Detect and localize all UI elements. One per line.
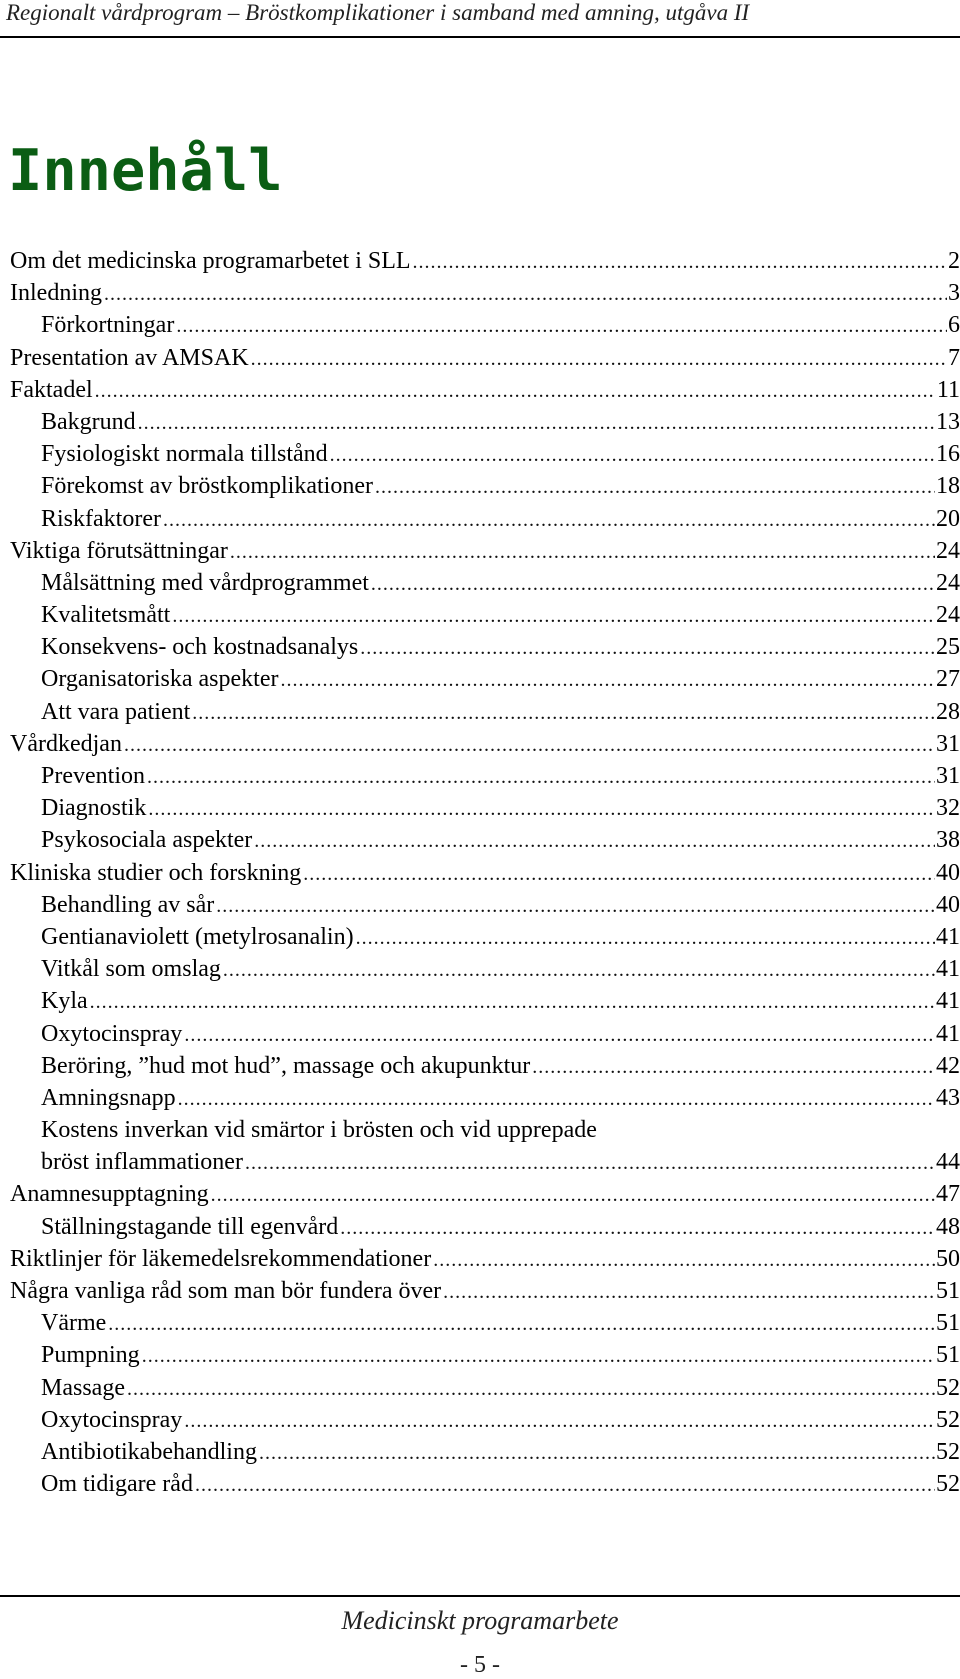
- dot-leader: [371, 569, 935, 599]
- dot-leader: [163, 505, 935, 535]
- toc-entry-label: Att vara patient: [41, 698, 191, 725]
- toc-entry-page: 41: [936, 988, 960, 1015]
- dot-leader: [251, 344, 947, 374]
- toc-entry[interactable]: [10, 793, 960, 825]
- dot-leader: [443, 1277, 935, 1307]
- toc-entry[interactable]: [10, 1179, 960, 1211]
- toc-entry-page: 7: [948, 344, 960, 371]
- toc-entry-page: 42: [936, 1052, 960, 1079]
- toc-entry[interactable]: [10, 1244, 960, 1276]
- toc-entry-label: Kostens inverkan vid smärtor i brösten och vid upprepade: [41, 1117, 597, 1144]
- dot-leader: [216, 891, 935, 921]
- toc-entry[interactable]: [10, 825, 960, 857]
- dot-leader: [259, 1438, 935, 1468]
- dot-leader: [433, 1245, 935, 1275]
- toc-entry-label: Riktlinjer för läkemedelsrekommendationer: [10, 1245, 432, 1272]
- toc-entry-label: Vårdkedjan: [10, 730, 122, 757]
- toc-entry-label: Konsekvens- och kostnadsanalys: [41, 634, 359, 661]
- dot-leader: [172, 601, 935, 631]
- toc-entry-label: Gentianaviolett (metylrosanalin): [41, 923, 354, 950]
- toc-entry-page: 51: [936, 1278, 960, 1304]
- toc-entry[interactable]: [10, 1437, 960, 1469]
- toc-entry-label: Bakgrund: [41, 408, 136, 435]
- dot-leader: [192, 698, 935, 728]
- toc-entry[interactable]: [10, 1051, 960, 1083]
- toc-entry[interactable]: [10, 1276, 960, 1308]
- toc-entry[interactable]: [10, 1373, 960, 1405]
- dot-leader: [90, 987, 935, 1017]
- toc-entry-page: 3: [948, 280, 960, 307]
- toc-entry-page: 52: [936, 1438, 960, 1465]
- dot-leader: [413, 247, 947, 277]
- toc-entry[interactable]: [10, 1469, 960, 1501]
- dot-leader: [230, 537, 935, 567]
- toc-entry-label: Psykosociala aspekter: [41, 827, 253, 854]
- toc-entry-page: 2: [948, 248, 960, 274]
- toc-entry-continued: [10, 1115, 960, 1147]
- toc-entry-page: 6: [948, 312, 960, 339]
- toc-entry-label: Organisatoriska aspekter: [41, 666, 279, 693]
- dot-leader: [184, 1406, 935, 1436]
- toc-entry-label: Förkortningar: [41, 312, 175, 339]
- toc-entry-label: Riskfaktorer: [41, 505, 161, 532]
- toc-entry-label: Oxytocinspray: [41, 1406, 183, 1433]
- toc-entry[interactable]: [10, 632, 960, 664]
- toc-entry-label: Antibiotikabehandling: [41, 1438, 257, 1465]
- toc-entry-label: Kyla: [41, 988, 88, 1015]
- toc-entry-label: Prevention: [41, 763, 145, 789]
- toc-entry-page: 38: [936, 827, 960, 854]
- toc-entry-page: 48: [936, 1213, 960, 1240]
- toc-entry-page: 13: [936, 408, 960, 435]
- dot-leader: [104, 279, 947, 309]
- toc-entry-label: Diagnostik: [41, 795, 147, 822]
- toc-entry[interactable]: [10, 664, 960, 696]
- toc-entry-page: 28: [936, 698, 960, 725]
- toc-entry-label: Pumpning: [41, 1342, 140, 1369]
- dot-leader: [532, 1052, 935, 1082]
- toc-entry-page: 51: [936, 1342, 960, 1369]
- dot-leader: [176, 311, 947, 341]
- toc-entry[interactable]: [10, 439, 960, 471]
- toc-entry-page: 41: [936, 1020, 960, 1047]
- dot-leader: [280, 665, 935, 695]
- toc-entry-page: 52: [936, 1374, 960, 1401]
- toc-entry-page: 52: [936, 1471, 960, 1498]
- dot-leader: [330, 440, 935, 470]
- toc-entry-label: Vitkål som omslag: [41, 956, 221, 983]
- toc-entry-page: 27: [936, 666, 960, 693]
- toc-entry[interactable]: [10, 246, 960, 278]
- toc-entry[interactable]: [10, 1308, 960, 1340]
- toc-entry-label: Om tidigare råd: [41, 1471, 193, 1498]
- toc-entry-label: Fysiologiskt normala tillstånd: [41, 441, 328, 468]
- toc-entry-label: Kliniska studier och forskning: [10, 859, 302, 886]
- toc-entry-page: 40: [936, 859, 960, 886]
- toc-entry-label: Massage: [41, 1374, 125, 1401]
- toc-entry-label: Ställningstagande till egenvård: [41, 1213, 339, 1240]
- toc-entry[interactable]: [10, 729, 960, 761]
- toc-entry[interactable]: [10, 761, 960, 793]
- toc-entry-label: Målsättning med vårdprogrammet: [41, 569, 369, 596]
- toc-entry-label: Viktiga förutsättningar: [10, 537, 228, 564]
- toc-entry-page: 20: [936, 505, 960, 532]
- dot-leader: [124, 730, 935, 760]
- toc-entry-label: Anamnesupptagning: [10, 1181, 209, 1208]
- toc-entry-page: 41: [936, 956, 960, 983]
- dot-leader: [375, 472, 935, 502]
- toc-entry-page: 41: [936, 923, 960, 950]
- toc-entry[interactable]: [10, 343, 960, 375]
- dot-leader: [211, 1180, 935, 1210]
- running-header: [0, 0, 960, 38]
- toc-entry-label: Förekomst av bröstkomplikationer: [41, 473, 373, 500]
- table-of-contents: [10, 246, 960, 1501]
- toc-entry-page: 44: [936, 1149, 960, 1176]
- toc-entry-label: bröst inflammationer: [41, 1149, 243, 1176]
- toc-entry-page: 40: [936, 891, 960, 918]
- toc-entry-page: 43: [936, 1084, 960, 1111]
- toc-entry-page: 16: [936, 441, 960, 468]
- dot-leader: [245, 1148, 935, 1178]
- toc-entry[interactable]: [10, 310, 960, 342]
- dot-leader: [303, 859, 935, 889]
- toc-entry-page: 32: [936, 795, 960, 822]
- page-number: - 5 -: [460, 1652, 500, 1678]
- toc-entry-label: Inledning: [10, 280, 102, 307]
- toc-entry[interactable]: [10, 375, 960, 407]
- toc-entry-page: 24: [936, 537, 960, 564]
- toc-entry-page: 31: [936, 730, 960, 757]
- toc-entry[interactable]: [10, 278, 960, 310]
- toc-entry-page: 50: [936, 1245, 960, 1272]
- dot-leader: [340, 1213, 935, 1243]
- page-title: Innehåll: [8, 138, 283, 204]
- toc-entry[interactable]: [10, 858, 960, 890]
- toc-entry[interactable]: [10, 600, 960, 632]
- toc-entry-label: Kvalitetsmått: [41, 602, 171, 629]
- dot-leader: [142, 1341, 935, 1371]
- dot-leader: [147, 762, 935, 792]
- dot-leader: [108, 1309, 935, 1339]
- toc-entry-label: Värme: [41, 1310, 107, 1337]
- dot-leader: [356, 923, 935, 953]
- footer-text: Medicinskt programarbete: [341, 1606, 619, 1635]
- toc-entry-page: 31: [936, 763, 960, 789]
- dot-leader: [148, 794, 935, 824]
- dot-leader: [138, 408, 935, 438]
- dot-leader: [95, 376, 936, 406]
- toc-entry[interactable]: [10, 986, 960, 1018]
- toc-entry[interactable]: [10, 568, 960, 600]
- toc-entry-page: 51: [936, 1310, 960, 1337]
- toc-entry[interactable]: [10, 1212, 960, 1244]
- toc-entry[interactable]: [10, 697, 960, 729]
- toc-entry[interactable]: [10, 1147, 960, 1179]
- toc-entry[interactable]: [10, 922, 960, 954]
- running-header-text: Regionalt vårdprogram – Bröstkomplikationer i samband med amning, utgåva II: [6, 0, 750, 25]
- toc-entry-page: 24: [936, 602, 960, 629]
- toc-entry[interactable]: [10, 954, 960, 986]
- toc-entry[interactable]: [10, 1405, 960, 1437]
- toc-entry-label: Om det medicinska programarbetet i SLL: [10, 248, 411, 274]
- toc-entry[interactable]: [10, 536, 960, 568]
- toc-entry-label: Några vanliga råd som man bör fundera över: [10, 1278, 442, 1304]
- dot-leader: [223, 955, 935, 985]
- toc-entry[interactable]: [10, 471, 960, 503]
- toc-entry-label: Faktadel: [10, 376, 93, 403]
- dot-leader: [184, 1020, 935, 1050]
- footer-rule: [0, 1595, 960, 1597]
- toc-entry-page: 24: [936, 569, 960, 596]
- dot-leader: [127, 1374, 935, 1404]
- toc-entry-label: Behandling av sår: [41, 891, 215, 918]
- toc-entry-label: Amningsnapp: [41, 1084, 176, 1111]
- dot-leader: [254, 826, 935, 856]
- toc-entry[interactable]: [10, 1340, 960, 1372]
- toc-entry-label: Oxytocinspray: [41, 1020, 183, 1047]
- toc-entry-page: 18: [936, 473, 960, 500]
- toc-entry[interactable]: [10, 890, 960, 922]
- dot-leader: [195, 1470, 935, 1500]
- toc-entry[interactable]: [10, 407, 960, 439]
- dot-leader: [178, 1084, 935, 1114]
- toc-entry-page: 11: [936, 376, 960, 403]
- toc-entry[interactable]: [10, 1083, 960, 1115]
- toc-entry[interactable]: [10, 504, 960, 536]
- toc-entry-label: Beröring, ”hud mot hud”, massage och akupunktur: [41, 1052, 531, 1079]
- dot-leader: [360, 633, 935, 663]
- toc-entry-page: 52: [936, 1406, 960, 1433]
- toc-entry[interactable]: [10, 1019, 960, 1051]
- toc-entry-page: 25: [936, 634, 960, 661]
- toc-entry-page: 47: [936, 1181, 960, 1208]
- toc-entry-label: Presentation av AMSAK: [10, 344, 249, 371]
